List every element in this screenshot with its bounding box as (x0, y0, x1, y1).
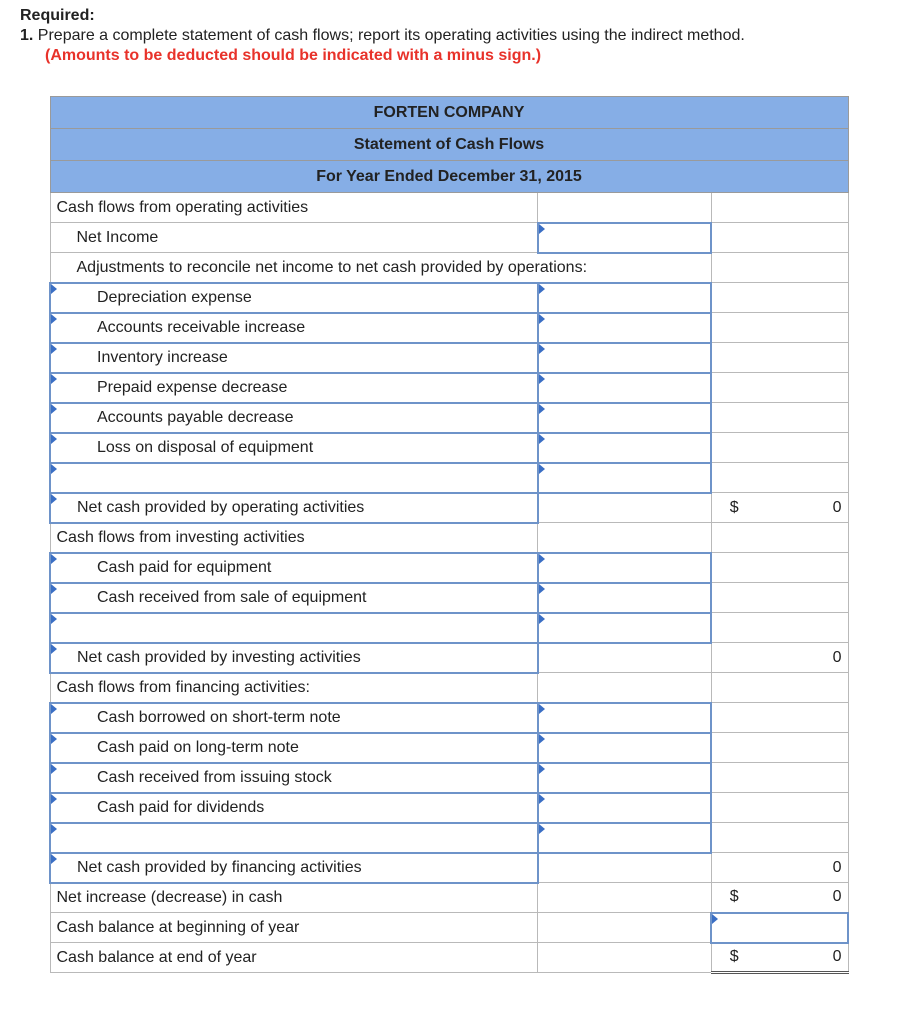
net-income-input[interactable] (538, 223, 711, 253)
financing-amount-input[interactable] (538, 703, 711, 733)
section-label: Cash flows from investing activities (56, 528, 305, 546)
dropdown-marker-icon (539, 734, 545, 744)
dollar-sign: $ (729, 948, 739, 966)
net-increase-total: 0 (832, 888, 842, 906)
investing-item-select[interactable] (50, 613, 538, 643)
requirement-line (20, 26, 745, 46)
financing-item-row (50, 823, 848, 853)
row-label: Cash balance at end of year (56, 948, 257, 966)
operating-item-row (50, 343, 848, 373)
required-heading: Required: (20, 7, 95, 24)
net-investing-total: 0 (832, 648, 842, 666)
dropdown-marker-icon (51, 554, 57, 564)
dropdown-marker-icon (51, 644, 57, 654)
dropdown-marker-icon (51, 314, 57, 324)
operating-amount-input[interactable] (538, 463, 711, 493)
dropdown-marker-icon (539, 704, 545, 714)
dropdown-marker-icon (51, 764, 57, 774)
operating-item-row (50, 373, 848, 403)
net-financing-total: 0 (832, 858, 842, 876)
operating-item-select[interactable]: Accounts receivable increase (50, 313, 538, 343)
operating-item-row (50, 463, 848, 493)
statement-period: For Year Ended December 31, 2015 (50, 161, 848, 193)
beginning-balance-row (50, 913, 848, 943)
financing-header-row (50, 673, 848, 703)
net-increase-row (50, 883, 848, 913)
financing-item-row (50, 733, 848, 763)
financing-item-select[interactable]: Cash received from issuing stock (50, 763, 538, 793)
minus-sign-note: (Amounts to be deducted should be indicated with a minus sign.) (45, 47, 542, 64)
financing-amount-input[interactable] (538, 733, 711, 763)
investing-item-row (50, 613, 848, 643)
operating-amount-input[interactable] (538, 433, 711, 463)
dropdown-marker-icon (51, 584, 57, 594)
operating-item-select[interactable]: Accounts payable decrease (50, 403, 538, 433)
adjustments-row (50, 253, 848, 283)
row-label: Cash balance at beginning of year (56, 918, 300, 936)
row-label: Adjustments to reconcile net income to net cash provided by operations: (76, 258, 588, 276)
instructions (20, 6, 745, 66)
financing-item-select[interactable]: Cash paid for dividends (50, 793, 538, 823)
dropdown-marker-icon (51, 704, 57, 714)
statement-title: Statement of Cash Flows (50, 129, 848, 161)
dropdown-marker-icon (712, 914, 718, 924)
requirement-text: Prepare a complete statement of cash flows; report its operating activities using the indirect method. (37, 27, 745, 44)
investing-header-row (50, 523, 848, 553)
dropdown-marker-icon (539, 344, 545, 354)
operating-item-select[interactable]: Prepaid expense decrease (50, 373, 538, 403)
dollar-sign: $ (729, 498, 739, 516)
financing-item-select[interactable]: Cash paid on long-term note (50, 733, 538, 763)
investing-item-select[interactable]: Cash paid for equipment (50, 553, 538, 583)
dropdown-marker-icon (539, 464, 545, 474)
dropdown-marker-icon (539, 374, 545, 384)
section-label: Cash flows from financing activities: (56, 678, 310, 696)
dollar-sign: $ (729, 888, 739, 906)
dropdown-marker-icon (51, 404, 57, 414)
cash-flow-statement (49, 96, 849, 974)
dropdown-marker-icon (51, 794, 57, 804)
operating-header-row (50, 193, 848, 223)
dropdown-marker-icon (539, 794, 545, 804)
operating-amount-input[interactable] (538, 403, 711, 433)
dropdown-marker-icon (539, 284, 545, 294)
section-label: Cash flows from operating activities (56, 198, 309, 216)
operating-item-select[interactable] (50, 463, 538, 493)
net-operating-select[interactable]: Net cash provided by operating activities (50, 493, 538, 523)
dropdown-marker-icon (539, 314, 545, 324)
net-operating-row (50, 493, 848, 523)
financing-item-select[interactable]: Cash borrowed on short-term note (50, 703, 538, 733)
investing-amount-input[interactable] (538, 553, 711, 583)
dropdown-marker-icon (51, 344, 57, 354)
dropdown-marker-icon (51, 614, 57, 624)
row-label: Net Income (76, 228, 159, 246)
ending-balance-row (50, 943, 848, 973)
dropdown-marker-icon (51, 734, 57, 744)
dropdown-marker-icon (539, 824, 545, 834)
investing-amount-input[interactable] (538, 613, 711, 643)
dropdown-marker-icon (539, 404, 545, 414)
net-financing-row (50, 853, 848, 883)
financing-amount-input[interactable] (538, 823, 711, 853)
financing-item-select[interactable] (50, 823, 538, 853)
operating-item-row (50, 313, 848, 343)
net-investing-row (50, 643, 848, 673)
operating-item-row (50, 433, 848, 463)
dropdown-marker-icon (51, 824, 57, 834)
dropdown-marker-icon (539, 224, 545, 234)
investing-item-select[interactable]: Cash received from sale of equipment (50, 583, 538, 613)
operating-amount-input[interactable] (538, 283, 711, 313)
operating-amount-input[interactable] (538, 373, 711, 403)
dropdown-marker-icon (539, 584, 545, 594)
operating-amount-input[interactable] (538, 343, 711, 373)
net-operating-total: 0 (832, 498, 842, 516)
row-label: Net increase (decrease) in cash (56, 888, 283, 906)
investing-item-row (50, 583, 848, 613)
net-income-row (50, 223, 848, 253)
beginning-balance-input[interactable] (711, 913, 848, 943)
ending-balance-total: 0 (832, 948, 842, 966)
dropdown-marker-icon (539, 764, 545, 774)
operating-item-select[interactable]: Loss on disposal of equipment (50, 433, 538, 463)
financing-item-row (50, 703, 848, 733)
operating-item-row (50, 283, 848, 313)
operating-item-select[interactable]: Inventory increase (50, 343, 538, 373)
financing-amount-input[interactable] (538, 793, 711, 823)
dropdown-marker-icon (539, 434, 545, 444)
net-investing-select[interactable]: Net cash provided by investing activities (50, 643, 538, 673)
requirement-number: 1. (20, 27, 34, 44)
company-name: FORTEN COMPANY (50, 97, 848, 129)
dropdown-marker-icon (51, 854, 57, 864)
dropdown-marker-icon (51, 494, 57, 504)
financing-amount-input[interactable] (538, 763, 711, 793)
investing-amount-input[interactable] (538, 583, 711, 613)
dropdown-marker-icon (51, 284, 57, 294)
dropdown-marker-icon (51, 434, 57, 444)
net-financing-select[interactable]: Net cash provided by financing activities (50, 853, 538, 883)
dropdown-marker-icon (51, 464, 57, 474)
financing-item-row (50, 763, 848, 793)
operating-item-row (50, 403, 848, 433)
dropdown-marker-icon (51, 374, 57, 384)
financing-item-row (50, 793, 848, 823)
investing-item-row (50, 553, 848, 583)
operating-item-select[interactable]: Depreciation expense (50, 283, 538, 313)
dropdown-marker-icon (539, 614, 545, 624)
dropdown-marker-icon (539, 554, 545, 564)
operating-amount-input[interactable] (538, 313, 711, 343)
